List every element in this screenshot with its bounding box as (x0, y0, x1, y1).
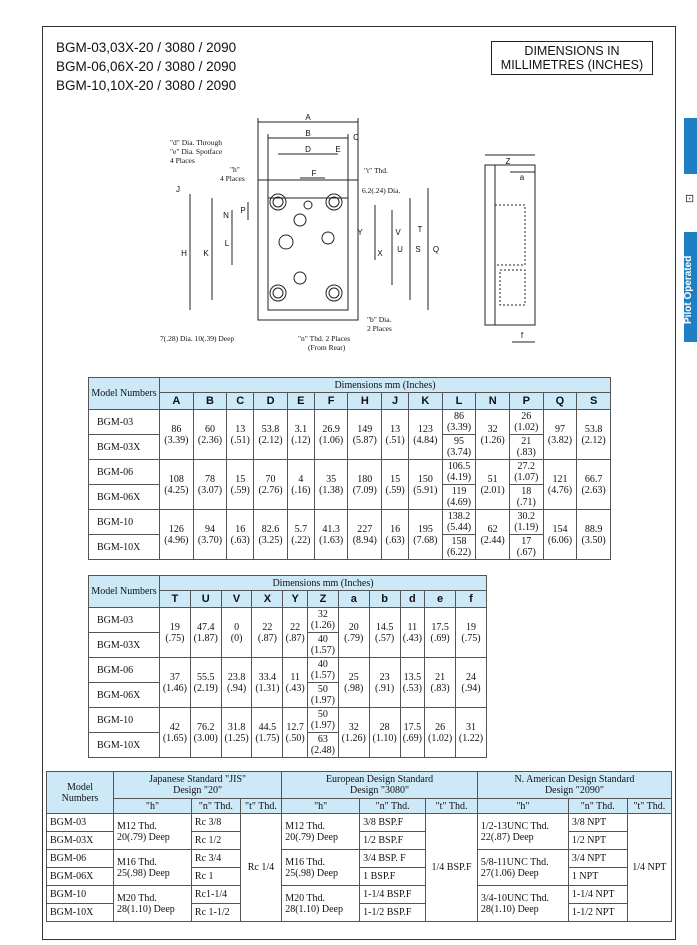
thread-h: 3/4-10UNC Thd. 28(1.10) Deep (477, 886, 568, 922)
dimensions-header: Dimensions mm (Inches) (160, 576, 487, 591)
thread-n: 1-1/2 NPT (568, 904, 627, 922)
cell-f: 19 (.75) (456, 608, 487, 658)
cell-f: 31 (1.22) (456, 708, 487, 758)
dimensions-header: Dimensions mm (Inches) (160, 378, 611, 393)
model-numbers-header: Model Numbers (89, 378, 160, 410)
column-header-f: f (456, 591, 487, 608)
cell-Q: 121 (4.76) (543, 460, 577, 510)
thread-t: Rc 1/4 (240, 814, 281, 922)
column-header-b: b (369, 591, 400, 608)
cell-E: 3.1 (.12) (287, 410, 314, 460)
thread-t: 1/4 NPT (627, 814, 671, 922)
dim-U: U (397, 245, 403, 254)
cell-D: 70 (2.76) (254, 460, 288, 510)
thread-n: 1/2 BSP.F (360, 832, 426, 850)
note-places: 4 Places (170, 156, 195, 165)
dim-P: P (240, 206, 246, 215)
na-standard-header: N. American Design Standard Design "2090" (477, 772, 671, 799)
thread-n: 1 NPT (568, 868, 627, 886)
cell-L: 138.2 (5.44) (442, 510, 476, 535)
model-number: BGM-03X (47, 832, 114, 850)
model-number: BGM-03X (89, 633, 160, 658)
model-number: BGM-10 (89, 510, 160, 535)
model-number: BGM-06X (89, 683, 160, 708)
sub-header: "t" Thd. (240, 799, 281, 814)
side-tab-top (684, 118, 697, 174)
cell-N: 51 (2.01) (476, 460, 510, 510)
cell-D: 53.8 (2.12) (254, 410, 288, 460)
units-line: DIMENSIONS IN (524, 44, 620, 58)
units-box (491, 41, 653, 75)
cell-Z: 32 (1.26) (308, 608, 339, 633)
cell-Z: 50 (1.97) (308, 683, 339, 708)
cell-V: 31.8 (1.25) (221, 708, 252, 758)
thread-n: 1-1/4 NPT (568, 886, 627, 904)
cell-X: 44.5 (1.75) (252, 708, 283, 758)
table-row (47, 886, 672, 904)
cell-T: 19 (.75) (160, 608, 191, 658)
model-number: BGM-10X (47, 904, 114, 922)
column-header-N: N (476, 393, 510, 410)
dim-f: f (520, 331, 524, 340)
sub-header: "h" (114, 799, 192, 814)
cell-e: 17.5 (.69) (425, 608, 456, 658)
model-numbers-header: Model Numbers (89, 576, 160, 608)
cell-L: 158 (6.22) (442, 535, 476, 560)
dim-L: L (224, 239, 230, 248)
cell-Q: 154 (6.06) (543, 510, 577, 560)
cell-V: 0 (0) (221, 608, 252, 658)
dimensions-table-2 (88, 575, 487, 758)
thread-n: 3/8 NPT (568, 814, 627, 832)
sub-header: "t" Thd. (426, 799, 478, 814)
thread-n: Rc 3/8 (191, 814, 240, 832)
model-line: BGM-06,06X-20 / 3080 / 2090 (56, 59, 237, 74)
cell-T: 37 (1.46) (160, 658, 191, 708)
dim-A: A (305, 113, 311, 122)
cell-a: 20 (.79) (338, 608, 369, 658)
units-line: MILLIMETRES (INCHES) (500, 58, 644, 72)
cell-A: 108 (4.25) (160, 460, 194, 510)
column-header-L: L (442, 393, 476, 410)
dim-J: J (176, 185, 180, 194)
thread-h: M20 Thd. 28(1.10) Deep (282, 886, 360, 922)
cell-N: 62 (2.44) (476, 510, 510, 560)
dim-Q: Q (432, 245, 440, 254)
thread-h: M16 Thd. 25(.98) Deep (282, 850, 360, 886)
cell-P: 30.2 (1.19) (509, 510, 543, 535)
note-h-places: 4 Places (220, 174, 245, 183)
dim-T: T (417, 225, 423, 234)
cell-Z: 50 (1.97) (308, 708, 339, 733)
model-number: BGM-06X (47, 868, 114, 886)
note-dia: 6.2(.24) Dia. (362, 186, 401, 195)
dim-Y: Y (357, 228, 363, 237)
table-row (89, 658, 487, 683)
table-row (89, 510, 611, 535)
cell-K: 195 (7.68) (409, 510, 443, 560)
cell-B: 94 (3.70) (193, 510, 227, 560)
thread-h: M20 Thd. 28(1.10) Deep (114, 886, 192, 922)
cell-a: 32 (1.26) (338, 708, 369, 758)
model-list (56, 38, 236, 95)
cell-D: 82.6 (3.25) (254, 510, 288, 560)
cell-Y: 11 (.43) (283, 658, 308, 708)
thread-h: 5/8-11UNC Thd. 27(1.06) Deep (477, 850, 568, 886)
note-b: "b" Dia. (367, 315, 392, 324)
column-header-E: E (287, 393, 314, 410)
model-number: BGM-06 (89, 658, 160, 683)
cell-P: 21 (.83) (509, 435, 543, 460)
cell-U: 55.5 (2.19) (190, 658, 221, 708)
cell-J: 13 (.51) (382, 410, 409, 460)
cell-a: 25 (.98) (338, 658, 369, 708)
note-h: "h" (230, 165, 240, 174)
cell-H: 149 (5.87) (348, 410, 382, 460)
side-view-outline (485, 165, 535, 325)
column-header-X: X (252, 591, 283, 608)
cell-F: 35 (1.38) (314, 460, 348, 510)
table-row (89, 410, 611, 435)
cell-J: 16 (.63) (382, 510, 409, 560)
side-tab-label: Pilot Operated (683, 255, 694, 325)
column-header-T: T (160, 591, 191, 608)
cell-H: 227 (8.94) (348, 510, 382, 560)
model-number: BGM-03X (89, 435, 160, 460)
sub-header: "n" Thd. (191, 799, 240, 814)
cell-P: 26 (1.02) (509, 410, 543, 435)
thread-h: M16 Thd. 25(.98) Deep (114, 850, 192, 886)
valve-symbol-icon: ⊡ (685, 193, 695, 205)
cell-A: 126 (4.96) (160, 510, 194, 560)
note-n: "n" Thd. 2 Places (298, 334, 351, 343)
column-header-C: C (227, 393, 254, 410)
cell-E: 4 (.16) (287, 460, 314, 510)
cell-Q: 97 (3.82) (543, 410, 577, 460)
cell-X: 33.4 (1.31) (252, 658, 283, 708)
cell-N: 32 (1.26) (476, 410, 510, 460)
thread-n: 3/4 BSP. F (360, 850, 426, 868)
sub-header: "h" (282, 799, 360, 814)
cell-U: 76.2 (3.00) (190, 708, 221, 758)
model-number: BGM-06 (47, 850, 114, 868)
model-numbers-header: Model Numbers (47, 772, 114, 814)
cell-P: 17 (.67) (509, 535, 543, 560)
cell-X: 22 (.87) (252, 608, 283, 658)
column-header-A: A (160, 393, 194, 410)
cell-e: 26 (1.02) (425, 708, 456, 758)
sub-header: "t" Thd. (627, 799, 671, 814)
dim-Z: Z (505, 157, 511, 166)
dim-F: F (311, 169, 317, 178)
dimensions-table-1 (88, 377, 611, 560)
thread-n: 3/4 NPT (568, 850, 627, 868)
dim-N: N (223, 211, 229, 220)
cell-e: 21 (.83) (425, 658, 456, 708)
dim-D: D (305, 145, 311, 154)
cell-S: 53.8 (2.12) (577, 410, 611, 460)
thread-n: 1-1/2 BSP.F (360, 904, 426, 922)
model-number: BGM-03 (47, 814, 114, 832)
note-e: "e" Dia. Spotface (170, 147, 223, 156)
note-n-rear: (From Rear) (308, 343, 346, 352)
dim-a: a (519, 173, 525, 182)
thread-n: 1/2 NPT (568, 832, 627, 850)
cell-C: 15 (.59) (227, 460, 254, 510)
column-header-V: V (221, 591, 252, 608)
model-number: BGM-03 (89, 410, 160, 435)
table-row (89, 608, 487, 633)
note-t: "t" Thd. (364, 166, 388, 175)
model-line: BGM-03,03X-20 / 3080 / 2090 (56, 40, 237, 55)
sub-header: "h" (477, 799, 568, 814)
table-row (47, 814, 672, 832)
model-number: BGM-10 (89, 708, 160, 733)
table-row (89, 708, 487, 733)
table-row (47, 850, 672, 868)
sub-header: "n" Thd. (568, 799, 627, 814)
column-header-D: D (254, 393, 288, 410)
column-header-d: d (400, 591, 425, 608)
dim-X: X (377, 249, 383, 258)
cell-d: 17.5 (.69) (400, 708, 425, 758)
column-header-U: U (190, 591, 221, 608)
cell-Y: 12.7 (.50) (283, 708, 308, 758)
column-header-Y: Y (283, 591, 308, 608)
cell-f: 24 (.94) (456, 658, 487, 708)
cell-U: 47.4 (1.87) (190, 608, 221, 658)
thread-h: M12 Thd. 20(.79) Deep (114, 814, 192, 850)
sub-header: "n" Thd. (360, 799, 426, 814)
thread-n: Rc 1-1/2 (191, 904, 240, 922)
column-header-J: J (382, 393, 409, 410)
thread-n: Rc 1/2 (191, 832, 240, 850)
note-d: "d" Dia. Through (170, 138, 223, 147)
column-header-H: H (348, 393, 382, 410)
column-header-F: F (314, 393, 348, 410)
cell-K: 150 (5.91) (409, 460, 443, 510)
cell-Y: 22 (.87) (283, 608, 308, 658)
cell-d: 13.5 (.53) (400, 658, 425, 708)
cell-S: 66.7 (2.63) (577, 460, 611, 510)
cell-Z: 40 (1.57) (308, 633, 339, 658)
cell-E: 5.7 (.22) (287, 510, 314, 560)
model-number: BGM-03 (89, 608, 160, 633)
cell-V: 23.8 (.94) (221, 658, 252, 708)
column-header-K: K (409, 393, 443, 410)
model-number: BGM-10 (47, 886, 114, 904)
column-header-S: S (577, 393, 611, 410)
cell-L: 106.5 (4.19) (442, 460, 476, 485)
column-header-Z: Z (308, 591, 339, 608)
dim-E: E (335, 145, 341, 154)
dim-V: V (395, 228, 401, 237)
jis-standard-header: Japanese Standard "JIS" Design "20" (114, 772, 282, 799)
dim-H: H (181, 249, 187, 258)
thread-h: 1/2-13UNC Thd. 22(.87) Deep (477, 814, 568, 850)
column-header-B: B (193, 393, 227, 410)
cell-A: 86 (3.39) (160, 410, 194, 460)
model-number: BGM-10X (89, 535, 160, 560)
thread-standards-table (46, 771, 672, 922)
thread-n: 1-1/4 BSP.F (360, 886, 426, 904)
eu-standard-header: European Design Standard Design "3080" (282, 772, 478, 799)
cell-Z: 63 (2.48) (308, 733, 339, 758)
note-b-places: 2 Places (367, 324, 392, 333)
column-header-e: e (425, 591, 456, 608)
cell-C: 13 (.51) (227, 410, 254, 460)
cell-B: 60 (2.36) (193, 410, 227, 460)
cell-S: 88.9 (3.50) (577, 510, 611, 560)
cell-b: 14.5 (.57) (369, 608, 400, 658)
cell-P: 18 (.71) (509, 485, 543, 510)
cell-L: 95 (3.74) (442, 435, 476, 460)
model-number: BGM-06X (89, 485, 160, 510)
valve-body-outline (268, 198, 348, 310)
cell-T: 42 (1.65) (160, 708, 191, 758)
dim-C: C (353, 133, 359, 142)
thread-t: 1/4 BSP.F (426, 814, 478, 922)
cell-L: 86 (3.39) (442, 410, 476, 435)
cell-K: 123 (4.84) (409, 410, 443, 460)
thread-n: Rc1-1/4 (191, 886, 240, 904)
cell-b: 28 (1.10) (369, 708, 400, 758)
thread-n: Rc 3/4 (191, 850, 240, 868)
note-pin: 7(.28) Dia. 10(.39) Deep (160, 334, 235, 343)
cell-F: 26.9 (1.06) (314, 410, 348, 460)
cell-P: 27.2 (1.07) (509, 460, 543, 485)
model-line: BGM-10,10X-20 / 3080 / 2090 (56, 78, 237, 93)
model-number: BGM-10X (89, 733, 160, 758)
column-header-P: P (509, 393, 543, 410)
cell-J: 15 (.59) (382, 460, 409, 510)
dim-S: S (415, 245, 421, 254)
thread-h: M12 Thd. 20(.79) Deep (282, 814, 360, 850)
cell-B: 78 (3.07) (193, 460, 227, 510)
dim-B: B (305, 129, 311, 138)
dim-K: K (203, 249, 209, 258)
cell-b: 23 (.91) (369, 658, 400, 708)
column-header-a: a (338, 591, 369, 608)
dimension-drawing (150, 110, 550, 355)
cell-Z: 40 (1.57) (308, 658, 339, 683)
cell-F: 41.3 (1.63) (314, 510, 348, 560)
table-row (89, 460, 611, 485)
thread-n: 3/8 BSP.F (360, 814, 426, 832)
cell-d: 11 (.43) (400, 608, 425, 658)
model-number: BGM-06 (89, 460, 160, 485)
thread-n: 1 BSP.F (360, 868, 426, 886)
cell-H: 180 (7.09) (348, 460, 382, 510)
thread-n: Rc 1 (191, 868, 240, 886)
column-header-Q: Q (543, 393, 577, 410)
cell-C: 16 (.63) (227, 510, 254, 560)
cell-L: 119 (4.69) (442, 485, 476, 510)
